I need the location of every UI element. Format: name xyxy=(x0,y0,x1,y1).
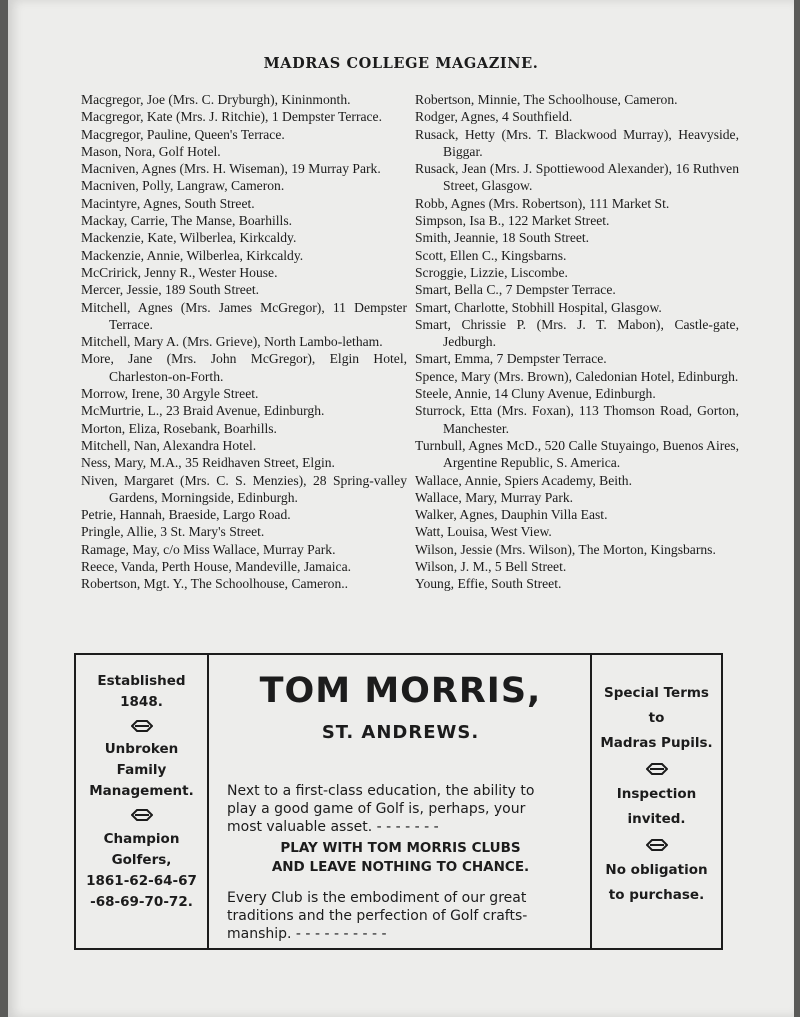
directory-entry: Smart, Emma, 7 Dempster Terrace. xyxy=(415,351,607,367)
ad-slogan: PLAY WITH TOM MORRIS CLUBS AND LEAVE NOTHING TO CHANCE. xyxy=(271,840,530,875)
ad-left-line1: Unbroken xyxy=(104,741,179,757)
directory-entry: Petrie, Hannah, Braeside, Largo Road. xyxy=(81,507,291,523)
directory-entry: Pringle, Allie, 3 St. Mary's Street. xyxy=(81,524,265,540)
page-header: MADRAS COLLEGE MAGAZINE. xyxy=(263,55,539,72)
directory-entry: Wilson, Jessie (Mrs. Wilson), The Morton, Kingsbarns. xyxy=(415,541,716,557)
directory-entry: Mitchell, Agnes (Mrs. James McGregor), 11 Dempster Terrace. xyxy=(81,299,407,332)
directory-entry: Steele, Annie, 14 Cluny Avenue, Edinburgh. xyxy=(415,386,656,402)
ad-right-line4: Inspection xyxy=(616,786,697,802)
established-label: Established xyxy=(97,673,186,689)
ad-right-line3: Madras Pupils. xyxy=(600,735,713,751)
directory-entry: McCririck, Jenny R., Wester House. xyxy=(81,264,278,280)
directory-entry: Robertson, Mgt. Y., The Schoolhouse, Cameron.. xyxy=(81,576,349,592)
directory-entry: Wilson, J. M., 5 Bell Street. xyxy=(415,559,567,575)
ornament-icon xyxy=(646,763,668,775)
directory-entry: Reece, Vanda, Perth House, Mandeville, Jamaica. xyxy=(81,559,352,575)
ad-right-line1: Special Terms xyxy=(604,685,709,701)
directory-entry: Macgregor, Pauline, Queen's Terrace. xyxy=(81,126,285,142)
directory-entry: Robertson, Minnie, The Schoolhouse, Cameron. xyxy=(415,92,678,107)
directory-entry: Robb, Agnes (Mrs. Robertson), 111 Market St. xyxy=(415,195,670,211)
directory-entry: Mitchell, Mary A. (Mrs. Grieve), North Lambo-letham. xyxy=(81,334,383,350)
directory-entry: Macniven, Polly, Langraw, Cameron. xyxy=(81,178,285,194)
ad-brand: TOM MORRIS, xyxy=(259,671,542,711)
directory-entry: Mackenzie, Annie, Wilberlea, Kirkcaldy. xyxy=(81,247,304,263)
directory-entry: Rusack, Jean (Mrs. J. Spottiewood Alexander), 16 Ruthven Street, Glasgow. xyxy=(415,161,739,194)
ad-right-line6: No obligation xyxy=(605,862,708,878)
established-year: 1848. xyxy=(120,694,163,710)
ad-left-panel xyxy=(76,655,209,948)
directory-entry: Macintyre, Agnes, South Street. xyxy=(81,195,255,211)
ad-pitch-craftsmanship: Every Club is the embodiment of our great traditions and the perfection of Golf crafts- manship. - - - - - - - - - - xyxy=(227,890,528,942)
ornament-icon xyxy=(131,720,153,732)
directory-entry: Rodger, Agnes, 4 Southfield. xyxy=(415,109,573,125)
ad-left-line6: 1861-62-64-67 xyxy=(86,873,197,889)
directory-entry: Niven, Margaret (Mrs. C. S. Menzies), 28 Spring-valley Gardens, Morningside, Edinburgh. xyxy=(81,472,407,505)
magazine-page xyxy=(8,0,794,1017)
ornament-icon xyxy=(131,809,153,821)
ad-left-line7: -68-69-70-72. xyxy=(90,894,193,910)
ad-right-line2: to xyxy=(648,710,665,726)
directory-entry: Mason, Nora, Golf Hotel. xyxy=(81,143,221,159)
directory-entry: Sturrock, Etta (Mrs. Foxan), 113 Thomson Road, Gorton, Manchester. xyxy=(415,403,739,436)
directory-entry: Macniven, Agnes (Mrs. H. Wiseman), 19 Murray Park. xyxy=(81,161,381,177)
ad-pitch-education: Next to a first-class education, the ability to play a good game of Golf is, perhaps, your most valuable asset. - - - - - - - xyxy=(227,783,535,835)
ad-right-panel xyxy=(590,655,721,948)
directory-entry: Smith, Jeannie, 18 South Street. xyxy=(415,230,590,246)
directory-entry: Spence, Mary (Mrs. Brown), Caledonian Hotel, Edinburgh. xyxy=(415,368,739,384)
directory-entry: McMurtrie, L., 23 Braid Avenue, Edinburgh. xyxy=(81,403,325,419)
directory-entry: Wallace, Mary, Murray Park. xyxy=(415,489,574,505)
directory-entry: Scott, Ellen C., Kingsbarns. xyxy=(415,247,567,263)
directory-entry: Young, Effie, South Street. xyxy=(415,576,562,592)
directory-entry: Turnbull, Agnes McD., 520 Calle Stuyaingo, Buenos Aires, Argentine Republic, S. America. xyxy=(415,437,739,471)
directory-entry: Mitchell, Nan, Alexandra Hotel. xyxy=(81,437,257,453)
ad-left-line2: Family xyxy=(116,762,167,778)
ad-center-panel xyxy=(209,655,592,948)
ad-place: ST. ANDREWS. xyxy=(321,722,480,743)
directory-entry: Scroggie, Lizzie, Liscombe. xyxy=(415,264,568,280)
directory-left-column xyxy=(81,91,407,593)
directory-entry: Simpson, Isa B., 122 Market Street. xyxy=(415,213,610,229)
directory-entry: Macgregor, Kate (Mrs. J. Ritchie), 1 Dempster Terrace. xyxy=(81,109,382,125)
directory-entry: Smart, Charlotte, Stobhill Hospital, Glasgow. xyxy=(415,299,662,315)
directory-entry: Mackay, Carrie, The Manse, Boarhills. xyxy=(81,213,293,229)
directory-entry: Rusack, Hetty (Mrs. T. Blackwood Murray), Heavyside, Biggar. xyxy=(415,126,739,159)
directory-entry: Morrow, Irene, 30 Argyle Street. xyxy=(81,386,259,402)
ad-left-line4: Champion xyxy=(103,831,180,847)
directory-entry: More, Jane (Mrs. John McGregor), Elgin Hotel, Charleston-on-Forth. xyxy=(81,351,407,384)
directory-entry: Morton, Eliza, Rosebank, Boarhills. xyxy=(81,420,277,436)
directory-right-column xyxy=(415,91,739,593)
tom-morris-advertisement xyxy=(74,653,723,950)
directory-entry: Ness, Mary, M.A., 35 Reidhaven Street, Elgin. xyxy=(81,455,335,471)
ornament-icon xyxy=(646,839,668,851)
directory-entry: Wallace, Annie, Spiers Academy, Beith. xyxy=(415,472,632,488)
ad-left-line5: Golfers, xyxy=(111,852,172,868)
directory-entry: Mercer, Jessie, 189 South Street. xyxy=(81,282,260,298)
directory-entry: Smart, Bella C., 7 Dempster Terrace. xyxy=(415,282,616,298)
ad-right-line5: invited. xyxy=(627,811,686,827)
directory-entry: Macgregor, Joe (Mrs. C. Dryburgh), Kininmonth. xyxy=(81,92,351,107)
directory-entry: Smart, Chrissie P. (Mrs. J. T. Mabon), Castle-gate, Jedburgh. xyxy=(415,316,739,350)
ad-left-line3: Management. xyxy=(89,783,194,799)
directory-entry: Ramage, May, c/o Miss Wallace, Murray Park. xyxy=(81,541,336,557)
ad-right-line7: to purchase. xyxy=(608,887,705,903)
directory-entry: Watt, Louisa, West View. xyxy=(415,524,552,540)
directory-entry: Walker, Agnes, Dauphin Villa East. xyxy=(415,507,608,523)
directory-entry: Mackenzie, Kate, Wilberlea, Kirkcaldy. xyxy=(81,230,297,246)
